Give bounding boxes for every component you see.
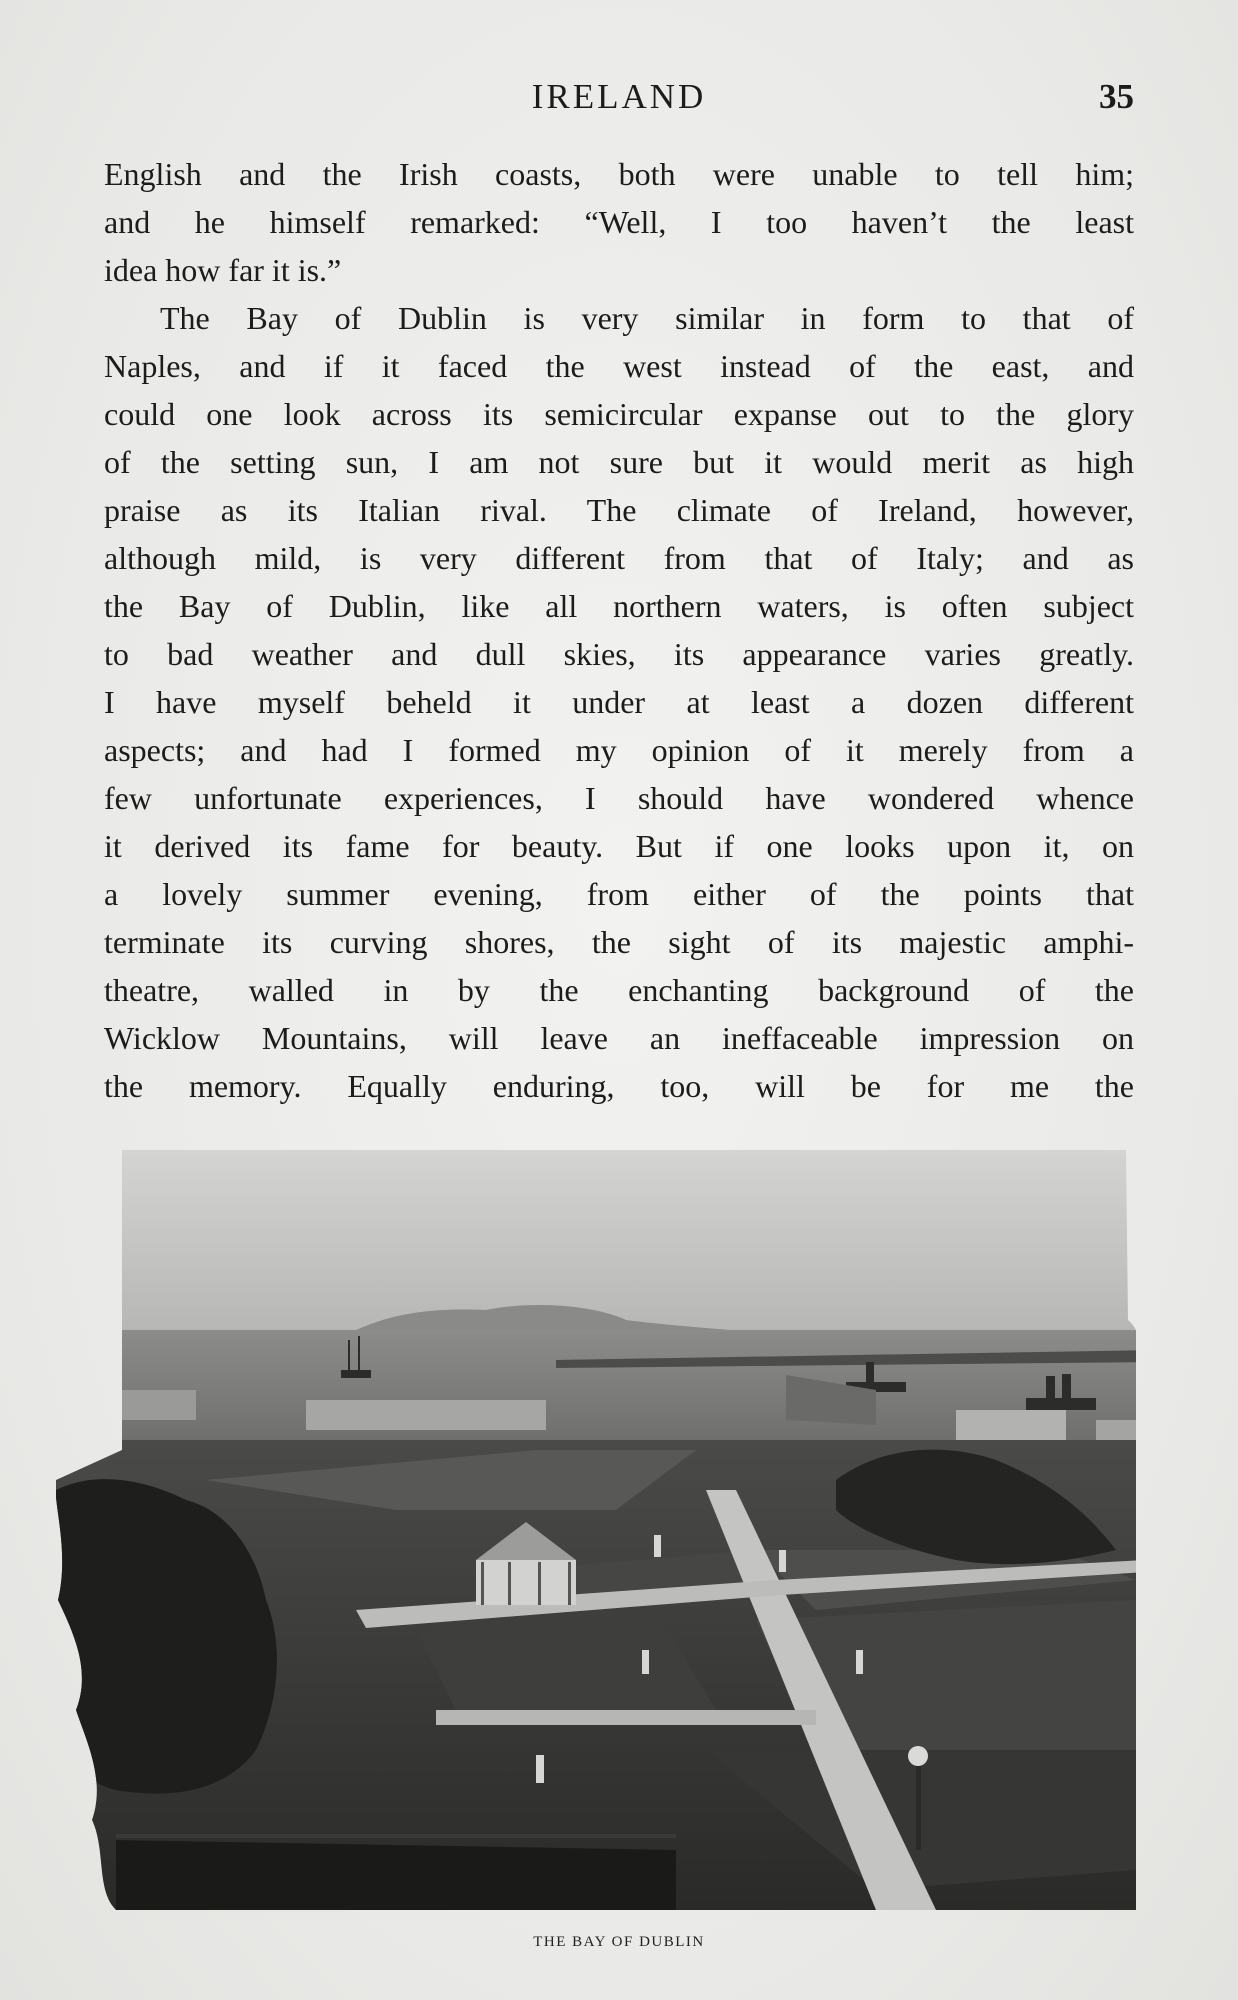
text-line: aspects; and had I formed my opinion of it merely from a [104, 732, 1134, 768]
text-line: I have myself beheld it under at least a dozen different [104, 684, 1134, 720]
body-text [104, 150, 1134, 1110]
text-line: the Bay of Dublin, like all northern waters, is often subject [104, 588, 1134, 624]
paragraph-start-line: The Bay of Dublin is very similar in form to that of [160, 300, 1134, 336]
text-line: few unfortunate experiences, I should have wondered whence [104, 780, 1134, 816]
running-head-title: IRELAND [531, 77, 707, 116]
text-line: a lovely summer evening, from either of the points that [104, 876, 1134, 912]
running-head [104, 74, 1134, 120]
text-line: although mild, is very different from that of Italy; and as [104, 540, 1134, 576]
text-line: idea how far it is.” [104, 252, 342, 288]
bay-of-dublin-photograph [56, 1150, 1136, 1910]
text-line: Naples, and if it faced the west instead of the east, and [104, 348, 1134, 384]
text-line: praise as its Italian rival. The climate of Ireland, however, [104, 492, 1134, 528]
text-line: could one look across its semicircular expanse out to the glory [104, 396, 1134, 432]
text-line: it derived its fame for beauty. But if one looks upon it, on [104, 828, 1134, 864]
text-line: of the setting sun, I am not sure but it would merit as high [104, 444, 1134, 480]
text-line: and he himself remarked: “Well, I too haven’t the least [104, 204, 1134, 240]
text-line: Wicklow Mountains, will leave an ineffaceable impression on [104, 1020, 1134, 1056]
text-line: English and the Irish coasts, both were unable to tell him; [104, 156, 1134, 192]
text-line: terminate its curving shores, the sight of its majestic amphi- [104, 924, 1134, 960]
page-number: 35 [1099, 77, 1134, 116]
text-line: the memory. Equally enduring, too, will be for me the [104, 1068, 1134, 1104]
text-line: to bad weather and dull skies, its appearance varies greatly. [104, 636, 1134, 672]
figure-caption: THE BAY OF DUBLIN [533, 1934, 705, 1950]
text-line: theatre, walled in by the enchanting background of the [104, 972, 1134, 1008]
